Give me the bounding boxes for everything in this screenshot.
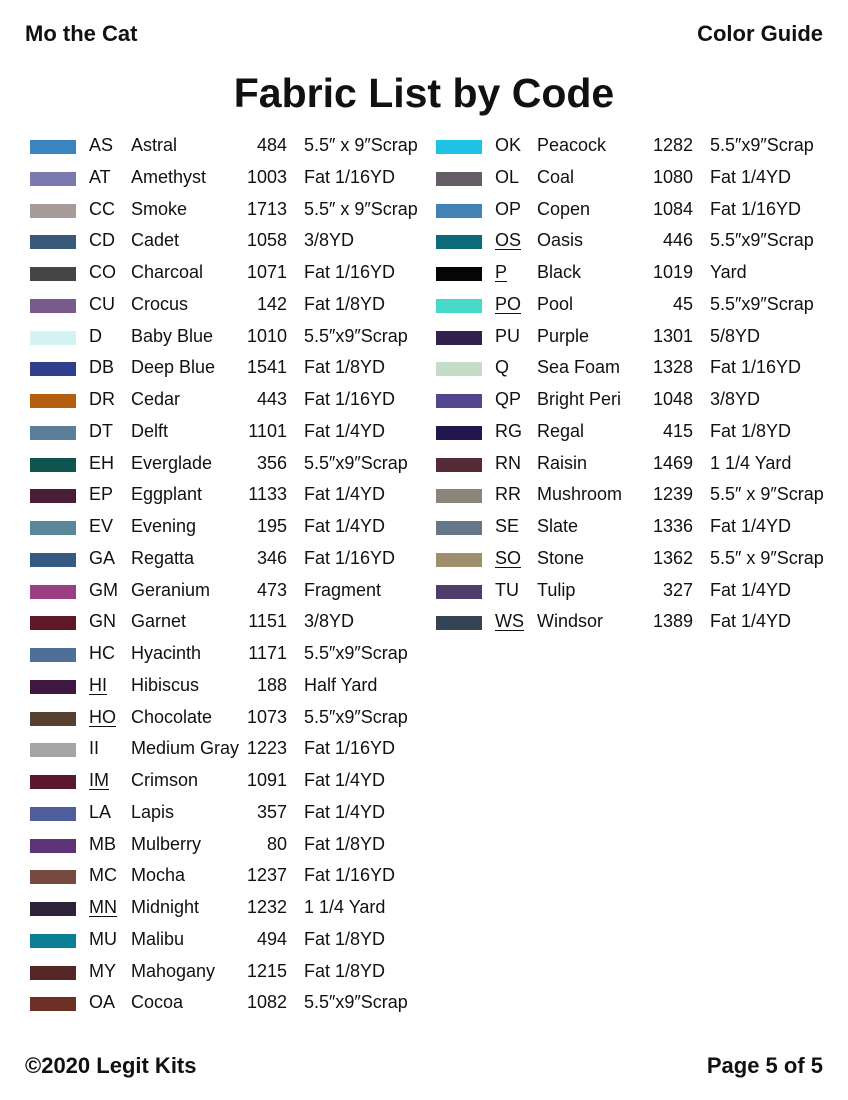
fabric-name: Chocolate bbox=[131, 706, 213, 727]
color-swatch bbox=[30, 839, 76, 853]
fabric-number: 1469 bbox=[652, 452, 693, 473]
fabric-amount: 5.5″x9″Scrap bbox=[304, 992, 408, 1013]
document-header-left: Mo the Cat bbox=[25, 21, 138, 46]
fabric-code: GN bbox=[89, 611, 116, 632]
fabric-code: WS bbox=[495, 611, 524, 632]
fabric-code: IM bbox=[89, 770, 109, 790]
fabric-code: RR bbox=[495, 484, 521, 505]
fabric-code: OS bbox=[495, 230, 522, 251]
fabric-code: SE bbox=[495, 516, 520, 536]
fabric-code: MY bbox=[89, 960, 116, 981]
fabric-code: OL bbox=[495, 166, 520, 187]
fabric-code: RN bbox=[495, 452, 521, 473]
fabric-name: Deep Blue bbox=[131, 357, 216, 378]
fabric-name: Sea Foam bbox=[537, 357, 621, 378]
color-swatch bbox=[30, 521, 76, 535]
fabric-amount: Fat 1/4YD bbox=[710, 166, 792, 187]
fabric-number: 1232 bbox=[246, 897, 287, 917]
fabric-amount: Fat 1/16YD bbox=[304, 262, 396, 282]
color-swatch bbox=[436, 426, 482, 440]
color-swatch bbox=[436, 172, 482, 186]
fabric-amount: Fat 1/8YD bbox=[304, 293, 386, 314]
fabric-amount: Fat 1/16YD bbox=[304, 389, 396, 409]
color-swatch bbox=[30, 489, 76, 503]
fabric-amount: Fat 1/8YD bbox=[304, 833, 386, 854]
fabric-name: Midnight bbox=[131, 897, 200, 917]
fabric-amount: 1 1/4 Yard bbox=[304, 897, 386, 917]
fabric-code: EP bbox=[89, 484, 114, 505]
fabric-amount: 1 1/4 Yard bbox=[710, 452, 792, 473]
color-swatch bbox=[436, 331, 482, 345]
fabric-code: CO bbox=[89, 262, 116, 282]
fabric-code: GA bbox=[89, 547, 116, 568]
fabric-number: 1133 bbox=[248, 484, 287, 505]
fabric-code: GM bbox=[89, 579, 118, 600]
fabric-name: Mulberry bbox=[131, 833, 202, 854]
color-swatch bbox=[30, 235, 76, 249]
fabric-amount: Fat 1/8YD bbox=[304, 960, 386, 981]
color-swatch bbox=[30, 362, 76, 376]
fabric-amount: Fat 1/4YD bbox=[710, 516, 792, 536]
fabric-code: RG bbox=[495, 420, 522, 441]
fabric-code: PO bbox=[495, 293, 522, 314]
fabric-amount: Fat 1/4YD bbox=[304, 801, 386, 822]
color-swatch bbox=[30, 997, 76, 1011]
fabric-number: 1336 bbox=[652, 516, 693, 536]
fabric-name: Cedar bbox=[131, 389, 181, 409]
fabric-number: 1073 bbox=[246, 706, 287, 727]
fabric-name: Pool bbox=[537, 293, 574, 314]
color-swatch bbox=[436, 299, 482, 313]
fabric-code: P bbox=[495, 262, 508, 282]
fabric-amount: 3/8YD bbox=[304, 230, 355, 251]
fabric-name: Regal bbox=[537, 420, 585, 441]
fabric-number: 195 bbox=[256, 516, 287, 536]
fabric-amount: Fat 1/16YD bbox=[304, 547, 396, 568]
fabric-name: Hyacinth bbox=[131, 643, 202, 663]
fabric-code: QP bbox=[495, 389, 522, 409]
color-swatch bbox=[30, 807, 76, 821]
fabric-number: 45 bbox=[672, 293, 693, 314]
fabric-name: Eggplant bbox=[131, 484, 203, 505]
fabric-code: MC bbox=[89, 865, 117, 886]
fabric-amount: 5.5″x9″Scrap bbox=[304, 706, 408, 727]
fabric-number: 356 bbox=[256, 452, 287, 473]
fabric-amount: 5.5″x9″Scrap bbox=[304, 325, 408, 346]
fabric-name: Cocoa bbox=[131, 992, 184, 1013]
fabric-code: MB bbox=[89, 833, 116, 854]
fabric-code: CU bbox=[89, 293, 115, 314]
fabric-number: 1080 bbox=[652, 166, 693, 187]
fabric-code: CC bbox=[89, 198, 115, 219]
fabric-code: DB bbox=[89, 357, 115, 378]
fabric-code: II bbox=[89, 738, 100, 759]
color-swatch bbox=[436, 235, 482, 249]
color-swatch bbox=[30, 902, 76, 916]
fabric-number: 327 bbox=[662, 579, 693, 600]
fabric-name: Astral bbox=[131, 135, 178, 155]
fabric-amount: Yard bbox=[710, 262, 747, 282]
color-swatch bbox=[436, 585, 482, 599]
fabric-amount: 5.5″ x 9″Scrap bbox=[710, 547, 824, 568]
fabric-amount: Fat 1/16YD bbox=[710, 357, 802, 378]
fabric-amount: 5.5″x9″Scrap bbox=[304, 643, 408, 663]
color-swatch bbox=[30, 870, 76, 884]
fabric-amount: 5.5″ x 9″Scrap bbox=[304, 198, 418, 219]
fabric-amount: Fat 1/8YD bbox=[304, 357, 386, 378]
fabric-code: HI bbox=[89, 674, 107, 695]
fabric-code: MU bbox=[89, 928, 117, 949]
fabric-amount: Fat 1/16YD bbox=[304, 166, 396, 187]
fabric-name: Smoke bbox=[131, 198, 188, 219]
fabric-amount: Fat 1/4YD bbox=[304, 516, 386, 536]
fabric-amount: 3/8YD bbox=[710, 389, 761, 409]
fabric-name: Mahogany bbox=[131, 960, 216, 981]
fabric-number: 346 bbox=[256, 547, 287, 568]
fabric-name: Medium Gray bbox=[131, 738, 240, 759]
fabric-code: TU bbox=[495, 579, 519, 600]
fabric-code: OA bbox=[89, 992, 116, 1013]
fabric-name: Stone bbox=[537, 547, 585, 568]
color-swatch bbox=[436, 521, 482, 535]
fabric-amount: Fat 1/4YD bbox=[304, 770, 386, 790]
fabric-amount: 5.5″x9″Scrap bbox=[710, 293, 814, 314]
fabric-amount: Fat 1/4YD bbox=[710, 579, 792, 600]
fabric-number: 142 bbox=[256, 293, 287, 314]
color-swatch bbox=[436, 140, 482, 154]
fabric-code: MN bbox=[89, 897, 117, 917]
fabric-name: Purple bbox=[537, 325, 590, 346]
fabric-code: OK bbox=[495, 135, 522, 155]
fabric-amount: 3/8YD bbox=[304, 611, 355, 632]
fabric-code: HC bbox=[89, 643, 115, 663]
fabric-amount: Fat 1/4YD bbox=[304, 420, 386, 441]
fabric-amount: Half Yard bbox=[304, 674, 378, 695]
color-swatch bbox=[30, 712, 76, 726]
fabric-name: Copen bbox=[537, 198, 591, 219]
fabric-code: SO bbox=[495, 547, 522, 568]
color-swatch bbox=[30, 331, 76, 345]
color-swatch bbox=[30, 934, 76, 948]
fabric-number: 1362 bbox=[652, 547, 693, 568]
fabric-amount: 5/8YD bbox=[710, 325, 761, 346]
fabric-code: D bbox=[89, 325, 102, 346]
fabric-code: DT bbox=[89, 420, 113, 441]
fabric-name: Coal bbox=[537, 166, 575, 187]
fabric-number: 1541 bbox=[246, 357, 287, 378]
color-swatch bbox=[30, 616, 76, 630]
fabric-amount: Fat 1/16YD bbox=[710, 198, 802, 219]
fabric-name: Peacock bbox=[537, 135, 607, 155]
fabric-number: 1071 bbox=[246, 262, 287, 282]
fabric-number: 1082 bbox=[246, 992, 287, 1013]
fabric-number: 494 bbox=[256, 928, 287, 949]
fabric-code: Q bbox=[495, 357, 510, 378]
page-title: Fabric List by Code bbox=[233, 70, 615, 116]
fabric-name: Hibiscus bbox=[131, 674, 200, 695]
color-swatch bbox=[30, 204, 76, 218]
fabric-amount: Fragment bbox=[304, 579, 382, 600]
color-swatch bbox=[436, 394, 482, 408]
color-swatch bbox=[30, 267, 76, 281]
fabric-name: Cadet bbox=[131, 230, 180, 251]
fabric-amount: 5.5″ x 9″Scrap bbox=[710, 484, 824, 505]
color-swatch bbox=[30, 775, 76, 789]
fabric-name: Mocha bbox=[131, 865, 186, 886]
fabric-number: 1282 bbox=[652, 135, 693, 155]
color-swatch bbox=[30, 426, 76, 440]
fabric-number: 1171 bbox=[248, 643, 287, 663]
document-header-right: Color Guide bbox=[697, 21, 823, 46]
color-swatch bbox=[30, 172, 76, 186]
fabric-number: 1048 bbox=[652, 389, 693, 409]
fabric-name: Windsor bbox=[537, 611, 604, 632]
color-swatch bbox=[30, 966, 76, 980]
color-swatch bbox=[436, 204, 482, 218]
fabric-number: 80 bbox=[266, 833, 287, 854]
color-swatch bbox=[30, 553, 76, 567]
fabric-number: 1328 bbox=[652, 357, 693, 378]
fabric-amount: Fat 1/4YD bbox=[304, 484, 386, 505]
color-swatch bbox=[436, 267, 482, 281]
color-swatch bbox=[30, 299, 76, 313]
fabric-code: CD bbox=[89, 230, 115, 251]
fabric-number: 357 bbox=[256, 801, 287, 822]
fabric-number: 1010 bbox=[246, 325, 287, 346]
fabric-number: 473 bbox=[256, 579, 287, 600]
fabric-name: Crimson bbox=[131, 770, 199, 790]
fabric-name: Geranium bbox=[131, 579, 211, 600]
fabric-amount: 5.5″x9″Scrap bbox=[710, 135, 814, 155]
fabric-amount: 5.5″x9″Scrap bbox=[710, 230, 814, 251]
fabric-number: 1003 bbox=[246, 166, 287, 187]
fabric-code: AS bbox=[89, 135, 114, 155]
fabric-number: 484 bbox=[256, 135, 287, 155]
fabric-code: LA bbox=[89, 801, 112, 822]
fabric-name: Evening bbox=[131, 516, 197, 536]
fabric-number: 1019 bbox=[652, 262, 693, 282]
fabric-code: PU bbox=[495, 325, 521, 346]
fabric-name: Regatta bbox=[131, 547, 195, 568]
fabric-code: OP bbox=[495, 198, 522, 219]
fabric-amount: Fat 1/16YD bbox=[304, 738, 396, 759]
color-swatch bbox=[436, 362, 482, 376]
fabric-name: Slate bbox=[537, 516, 579, 536]
fabric-number: 443 bbox=[256, 389, 287, 409]
color-swatch bbox=[30, 140, 76, 154]
fabric-number: 1389 bbox=[652, 611, 693, 632]
page-number-footer: Page 5 of 5 bbox=[706, 1053, 823, 1078]
fabric-number: 1239 bbox=[652, 484, 693, 505]
fabric-number: 1084 bbox=[652, 198, 693, 219]
color-swatch bbox=[30, 680, 76, 694]
fabric-name: Crocus bbox=[131, 293, 189, 314]
fabric-amount: 5.5″ x 9″Scrap bbox=[304, 135, 418, 155]
color-swatch bbox=[436, 616, 482, 630]
fabric-name: Charcoal bbox=[131, 262, 204, 282]
fabric-name: Raisin bbox=[537, 452, 588, 473]
color-swatch bbox=[30, 743, 76, 757]
fabric-amount: Fat 1/16YD bbox=[304, 865, 396, 886]
fabric-name: Delft bbox=[131, 420, 169, 441]
fabric-name: Garnet bbox=[131, 611, 187, 632]
color-swatch bbox=[30, 585, 76, 599]
fabric-number: 1101 bbox=[248, 420, 287, 441]
color-swatch bbox=[30, 648, 76, 662]
fabric-name: Tulip bbox=[537, 579, 576, 600]
fabric-number: 1151 bbox=[248, 611, 287, 632]
fabric-code: EV bbox=[89, 516, 114, 536]
fabric-number: 1713 bbox=[246, 198, 287, 219]
fabric-number: 1223 bbox=[246, 738, 287, 759]
copyright-footer: ©2020 Legit Kits bbox=[25, 1053, 197, 1078]
fabric-number: 1301 bbox=[652, 325, 693, 346]
fabric-number: 446 bbox=[662, 230, 693, 251]
fabric-code: AT bbox=[89, 166, 111, 187]
fabric-name: Baby Blue bbox=[131, 325, 214, 346]
fabric-code: EH bbox=[89, 452, 115, 473]
color-swatch bbox=[436, 458, 482, 472]
color-swatch bbox=[30, 394, 76, 408]
fabric-number: 188 bbox=[256, 674, 287, 695]
fabric-name: Bright Peri bbox=[537, 389, 622, 409]
fabric-amount: Fat 1/4YD bbox=[710, 611, 792, 632]
fabric-amount: 5.5″x9″Scrap bbox=[304, 452, 408, 473]
fabric-name: Everglade bbox=[131, 452, 213, 473]
color-swatch bbox=[30, 458, 76, 472]
fabric-number: 1215 bbox=[246, 960, 287, 981]
fabric-name: Black bbox=[537, 262, 582, 282]
fabric-name: Malibu bbox=[131, 928, 185, 949]
color-swatch bbox=[436, 489, 482, 503]
fabric-amount: Fat 1/8YD bbox=[304, 928, 386, 949]
fabric-code: DR bbox=[89, 389, 115, 409]
fabric-number: 1091 bbox=[246, 770, 287, 790]
fabric-name: Mushroom bbox=[537, 484, 623, 505]
fabric-name: Amethyst bbox=[131, 166, 207, 187]
fabric-number: 415 bbox=[662, 420, 693, 441]
fabric-code: HO bbox=[89, 706, 116, 727]
color-swatch bbox=[436, 553, 482, 567]
fabric-number: 1058 bbox=[246, 230, 287, 251]
fabric-name: Oasis bbox=[537, 230, 584, 251]
fabric-amount: Fat 1/8YD bbox=[710, 420, 792, 441]
fabric-name: Lapis bbox=[131, 801, 175, 822]
fabric-number: 1237 bbox=[246, 865, 287, 886]
